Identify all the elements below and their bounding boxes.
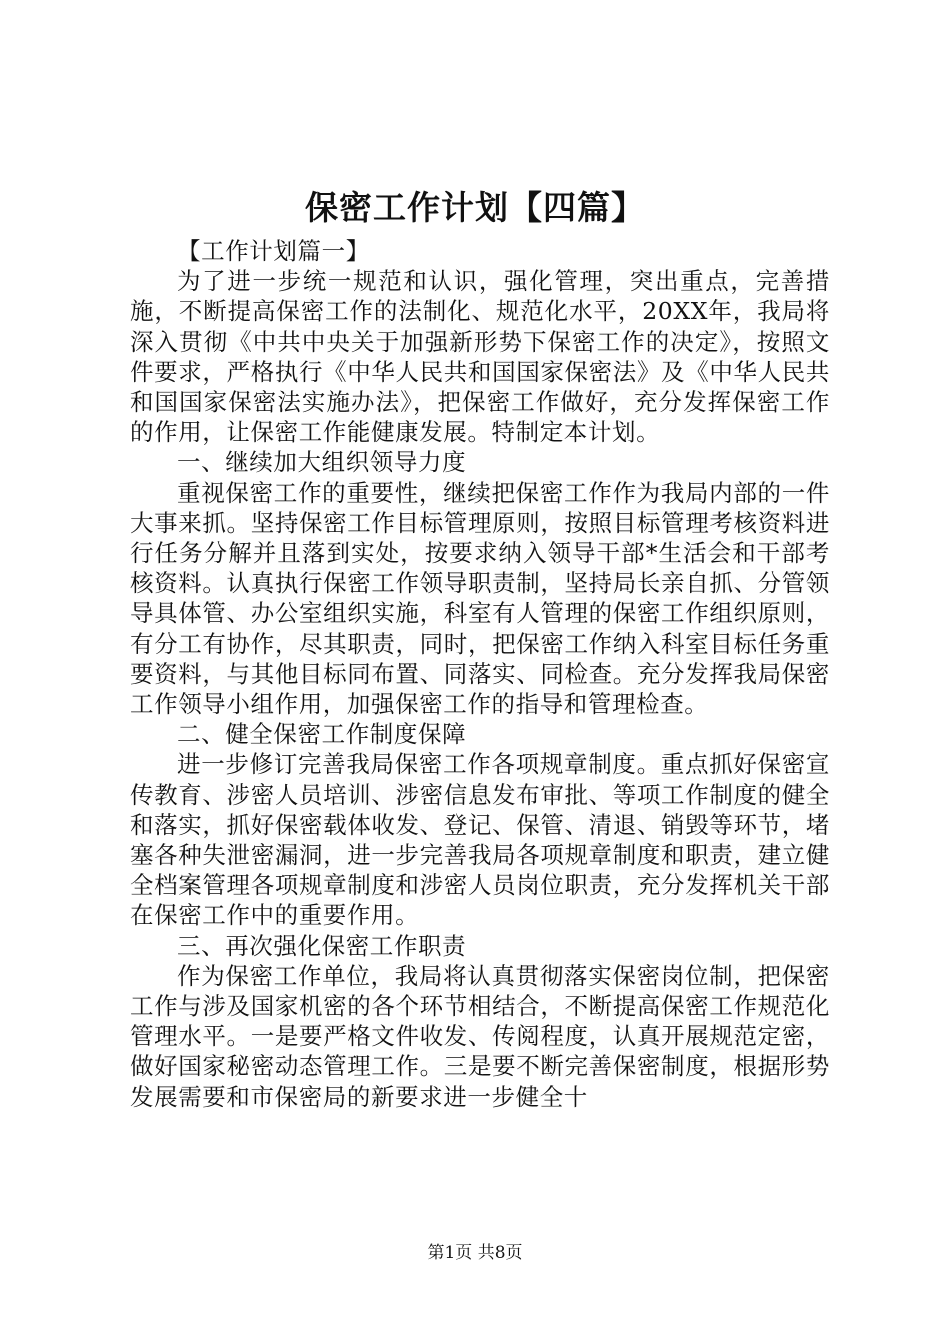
paragraph: 作为保密工作单位，我局将认真贯彻落实保密岗位制，把保密工作与涉及国家机密的各个环节相结合，不断提高保密工作规范化管理水平。一是要严格文件收发、传阅程度，认真开展规范定密，做好国家秘密动态管理工作。三是要不断完善保密制度，根据形势发展需要和市保密局的新要求进一步健全十 [130,961,830,1111]
page-number: 第1页 共8页 [427,1243,523,1263]
section-heading: 三、再次强化保密工作职责 [177,931,467,960]
section-heading: 【工作计划篇一】 [177,237,370,265]
paragraph: 进一步修订完善我局保密工作各项规章制度。重点抓好保密宣传教育、涉密人员培训、涉密信息发布审批、等项工作制度的健全和落实，抓好保密载体收发、登记、保管、清退、销毁等环节，堵塞各种失泄密漏洞，进一步完善我局各项规章制度和职责，建立健全档案管理各项规章制度和涉密人员岗位职责，充分发挥机关干部在保密工作中的重要作用。 [130,750,830,930]
document-title: 保密工作计划【四篇】 [305,188,645,227]
section-heading: 二、健全保密工作制度保障 [177,720,467,749]
paragraph: 为了进一步统一规范和认识，强化管理，突出重点，完善措施，不断提高保密工作的法制化、规范化水平，20XX年，我局将深入贯彻《中共中央关于加强新形势下保密工作的决定》，按照文件要求，严格执行《中华人民共和国国家保密法》及《中华人民共和国国家保密法实施办法》，把保密工作做好，充分发挥保密工作的作用，让保密工作能健康发展。特制定本计划。 [130,267,830,447]
paragraph: 重视保密工作的重要性，继续把保密工作作为我局内部的一件大事来抓。坚持保密工作目标管理原则，按照目标管理考核资料进行任务分解并且落到实处，按要求纳入领导干部*生活会和干部考核资料。认真执行保密工作领导职责制，坚持局长亲自抓、分管领导具体管、办公室组织实施，科室有人管理的保密工作组织原则，有分工有协作，尽其职责，同时，把保密工作纳入科室目标任务重要资料，与其他目标同布置、同落实、同检查。充分发挥我局保密工作领导小组作用，加强保密工作的指导和管理检查。 [130,478,830,719]
section-heading: 一、继续加大组织领导力度 [177,448,467,477]
document-body [130,236,830,1112]
